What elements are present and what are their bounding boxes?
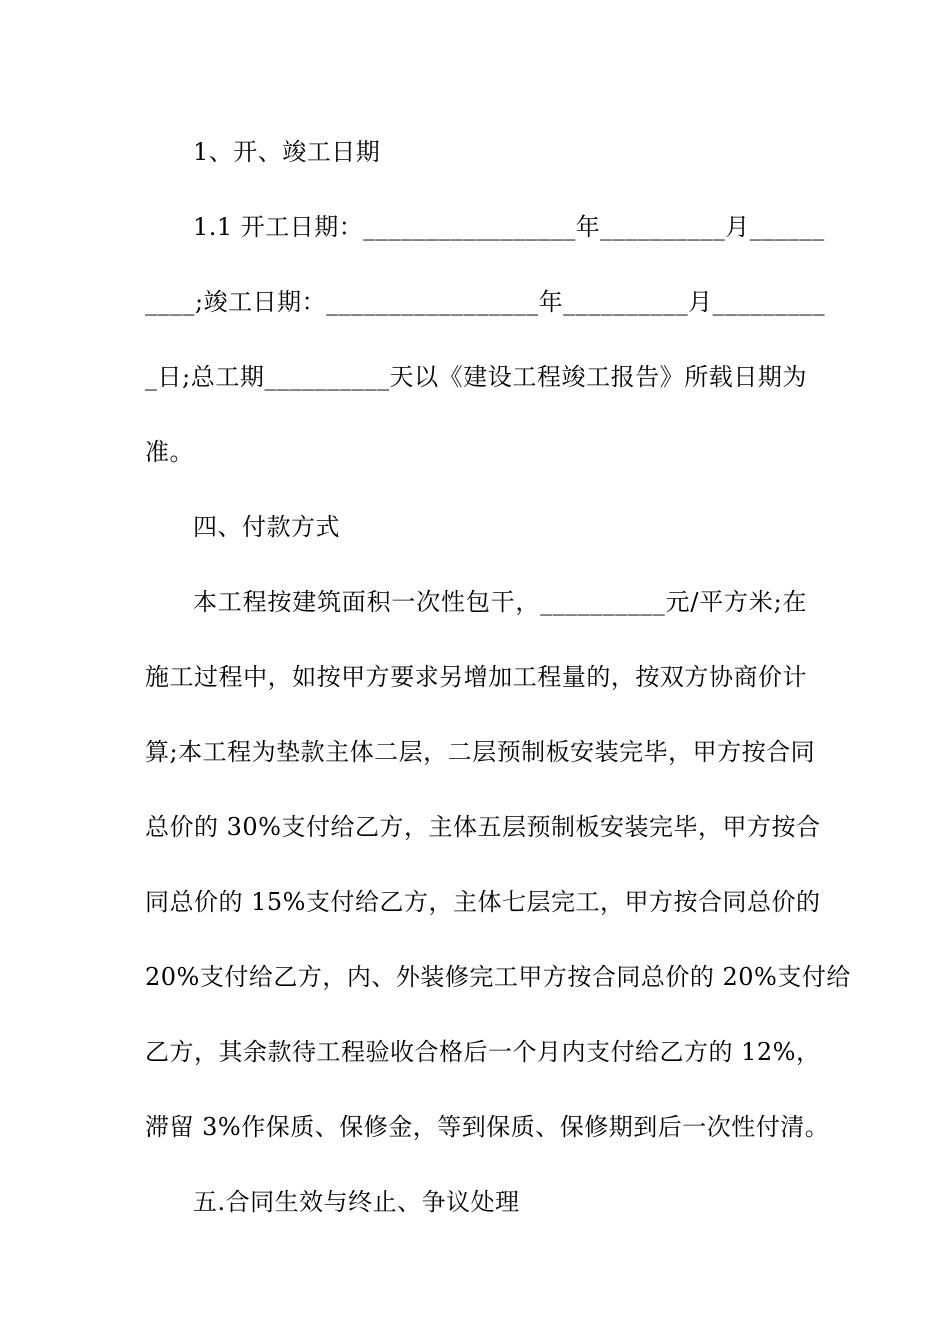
paragraph-line: 算;本工程为垫款主体二层，二层预制板安装完毕，甲方按合同 — [145, 738, 816, 766]
paragraph-line: 施工过程中，如按甲方要求另增加工程量的，按双方协商价计 — [145, 663, 807, 691]
paragraph-line: 准。 — [145, 438, 194, 466]
section-heading-payment: 四、付款方式 — [193, 513, 340, 541]
paragraph-line: 20%支付给乙方，内、外装修完工甲方按合同总价的 20%支付给 — [145, 963, 851, 991]
section-heading-contract: 五.合同生效与终止、争议处理 — [193, 1188, 520, 1216]
paragraph-line: 乙方，其余款待工程验收合格后一个月内支付给乙方的 12%， — [145, 1038, 821, 1066]
paragraph-line: ____;竣工日期：_________________年__________月_________ — [145, 288, 826, 316]
paragraph-line: 1.1 开工日期：_________________年__________月______ — [193, 213, 825, 241]
paragraph-line: 总价的 30%支付给乙方，主体五层预制板安装完毕，甲方按合 — [145, 813, 821, 841]
paragraph-line: 同总价的 15%支付给乙方，主体七层完工，甲方按合同总价的 — [145, 888, 821, 916]
paragraph-line: _日;总工期__________天以《建设工程竣工报告》所载日期为 — [145, 363, 807, 391]
section-heading-dates: 1、开、竣工日期 — [193, 138, 381, 166]
paragraph-line: 本工程按建筑面积一次性包干，__________元/平方米;在 — [193, 588, 807, 616]
paragraph-line: 滞留 3%作保质、保修金，等到保质、保修期到后一次性付清。 — [145, 1113, 830, 1141]
